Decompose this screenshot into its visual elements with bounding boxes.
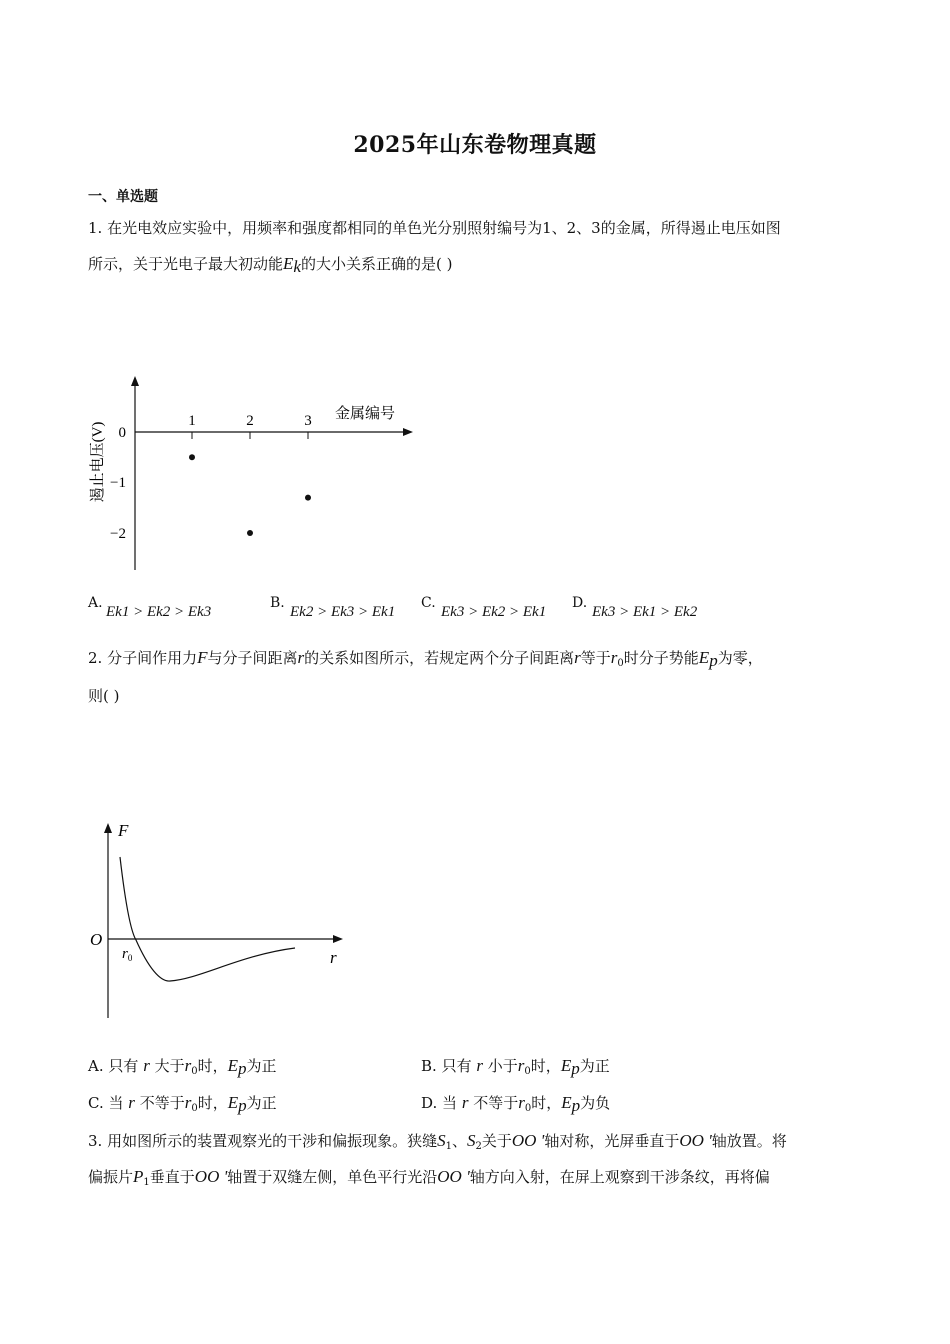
q2-text: 2. 分子间作用力 [88,649,198,667]
q3-stem-line2 [88,1167,770,1193]
q3-text: 轴方向入射，在屏上观察到干涉条纹，再将偏 [469,1168,770,1186]
q2-text: 与分子间距离 [207,649,298,667]
force-curve [120,857,295,981]
option-text: 大于 [154,1057,185,1075]
paper-title: 2025年山东卷物理真题 [353,132,597,158]
r0-var: r [122,946,128,962]
option-label: C. [88,1094,104,1112]
var-E: E [283,254,294,273]
option-text: 当 [442,1094,458,1112]
sub-1: 1 [143,1177,150,1188]
option-text: 当 [108,1094,124,1112]
var-r0: r [518,1093,525,1112]
var-Ep: E [561,1093,572,1112]
x-axis-label: r [330,948,337,967]
origin-label: O [90,930,103,949]
var-Ep: E [227,1093,239,1112]
q3-text: 偏振片 [88,1168,134,1186]
var-OO: OO ' [194,1167,228,1186]
sub-p: p [571,1059,580,1078]
var-r: r [297,648,305,667]
q3-text: 轴放置。将 [711,1132,787,1150]
option-expression: Ek3 > Ek2 > Ek1 [441,604,547,620]
y-tick-label: −1 [110,475,126,491]
option-text: 时， [197,1057,228,1075]
x-axis-arrow [333,935,343,943]
y-axis-label: F [118,821,129,840]
sub-k: k [293,257,301,276]
var-r0: r [610,648,618,667]
var-r: r [128,1093,135,1112]
x-axis-arrow [403,428,413,436]
y-tick-label: 0 [118,425,126,441]
var-S: S [466,1131,476,1150]
option-label: A. [88,595,103,611]
option-text: 不等于 [473,1094,519,1112]
option-label: D. [421,1094,438,1112]
q2-text: 的关系如图所示，若规定两个分子间距离 [304,649,575,667]
q2-stem-line2: 则( ) [88,687,120,705]
q1-text: 所示，关于光电子最大初动能 [88,255,284,273]
option-expression: Ek2 > Ek3 > Ek1 [290,604,396,620]
q3-text: 垂直于 [149,1168,195,1186]
q1-option-c[interactable] [421,593,547,620]
option-expression: Ek1 > Ek2 > Ek3 [106,604,212,620]
q1-figure [80,370,430,580]
r0-label [122,946,133,963]
option-text: 只有 [441,1057,472,1075]
var-r: r [461,1093,469,1112]
option-label: B. [421,1057,437,1075]
option-expression: Ek3 > Ek1 > Ek2 [592,604,698,620]
option-text: 为正 [246,1057,277,1075]
y-axis-arrow [131,376,139,386]
sub-p: p [238,1096,247,1115]
sub-0: 0 [191,1103,198,1114]
q2-figure [80,815,360,1025]
sub-0: 0 [524,1103,532,1114]
q3-stem-line1 [88,1131,787,1157]
q2-text: 为零， [717,649,763,667]
q2-text: 时分子势能 [623,649,699,667]
option-label: B. [270,595,285,611]
y-tick-label: −2 [110,526,126,542]
var-Ep: E [227,1056,239,1075]
q3-text: 、 [451,1132,467,1150]
q2-option-b[interactable] [421,1056,610,1082]
sub-p: p [709,651,718,670]
q1-option-b[interactable] [270,593,396,620]
option-text: 小于 [487,1057,518,1075]
var-r: r [574,648,581,667]
sub-2: 2 [475,1141,482,1152]
sub-1: 1 [445,1141,452,1152]
q2-text: 等于 [580,649,611,667]
q1-option-a[interactable] [88,593,212,620]
var-OO: OO ' [437,1167,470,1186]
var-r: r [476,1056,483,1075]
var-OO: OO ' [511,1131,545,1150]
var-P: P [133,1167,144,1186]
q3-text: 轴对称，光屏垂直于 [544,1132,680,1150]
q1-stem-line2 [88,254,452,277]
option-text: 时， [531,1094,562,1112]
q1-stem-line1: 1. 在光电效应实验中，用频率和强度都相同的单色光分别照射编号为1、2、3的金属，所得遏止电压如图 [88,219,781,237]
data-point [247,530,253,536]
sub-0: 0 [191,1066,198,1077]
sub-p: p [571,1096,581,1115]
q3-text: 关于 [481,1132,512,1150]
sub-p: p [238,1059,247,1078]
q1-option-d[interactable] [572,593,698,620]
q1-text: 的大小关系正确的是( ) [300,255,453,273]
y-axis-arrow [104,823,112,833]
var-OO: OO ' [679,1131,712,1150]
option-text: 为正 [246,1094,277,1112]
data-point [189,454,195,460]
var-F: F [197,648,208,667]
option-label: D. [572,595,588,611]
q2-option-a[interactable] [88,1056,277,1082]
x-tick-label: 3 [304,413,312,429]
r0-sub: 0 [127,953,133,963]
x-axis-label: 金属编号 [334,406,396,422]
section-heading: 一、单选题 [88,189,158,205]
q2-option-c[interactable] [88,1093,277,1119]
option-text: 为负 [580,1094,611,1112]
var-r0: r [184,1093,192,1112]
x-tick-label: 1 [188,413,196,429]
var-r0: r [517,1056,525,1075]
sub-0: 0 [617,658,624,669]
var-r: r [143,1056,150,1075]
option-text: 为正 [579,1057,610,1075]
x-tick-label: 2 [246,413,254,429]
data-point [305,495,311,501]
var-r0: r [184,1056,192,1075]
option-text: 时， [197,1094,228,1112]
var-S: S [437,1131,446,1150]
option-text: 时， [530,1057,561,1075]
var-Ep: E [698,648,710,667]
y-axis-label: 遏止电压(V) [90,421,106,503]
var-Ep: E [560,1056,572,1075]
option-text: 只有 [108,1057,139,1075]
q2-option-d[interactable] [421,1093,610,1119]
q3-text: 3. 用如图所示的装置观察光的干涉和偏振现象。狭缝 [88,1132,438,1150]
option-label: A. [88,1057,104,1075]
option-label: C. [421,595,436,611]
q2-stem-line1 [88,648,763,674]
sub-0: 0 [524,1066,531,1077]
option-text: 不等于 [139,1094,185,1112]
q3-text: 轴置于双缝左侧，单色平行光沿 [227,1168,438,1186]
